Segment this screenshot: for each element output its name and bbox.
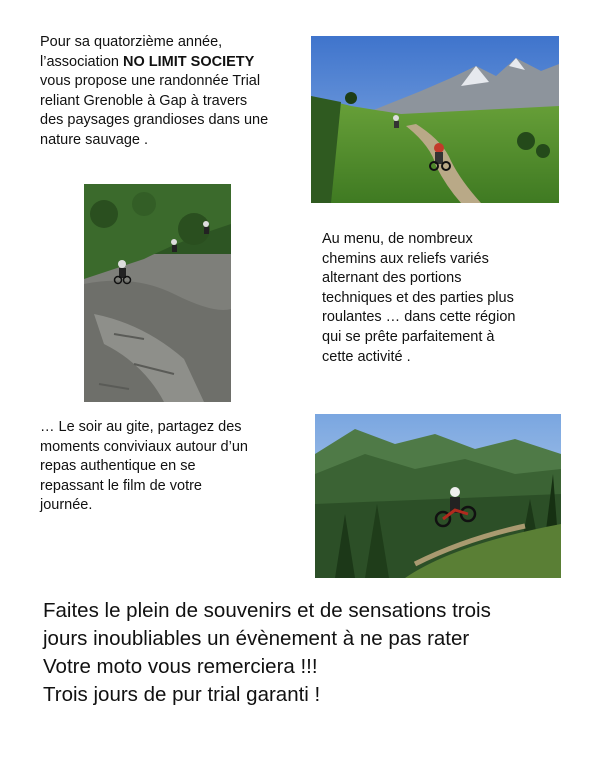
forest-trail-photo: [315, 414, 561, 578]
closing-line: jours inoubliables un évènement à ne pas rater: [43, 627, 470, 650]
evening-paragraph: [40, 418, 305, 516]
closing-line: Votre moto vous remerciera !!!: [43, 655, 318, 678]
alpine-meadow-photo: [311, 36, 559, 203]
evening-line: journée.: [40, 497, 93, 514]
evening-line: repassant le film de votre: [40, 477, 202, 494]
menu-line: roulantes … dans cette région: [322, 309, 516, 326]
closing-line: Faites le plein de souvenirs et de sensations trois: [43, 599, 491, 622]
intro-line: Pour sa quatorzième année,: [40, 34, 223, 50]
intro-paragraph: [40, 33, 300, 151]
intro-line: des paysages grandioses dans une: [40, 112, 269, 129]
menu-line: Au menu, de nombreux: [322, 231, 473, 247]
association-name: NO LIMIT SOCIETY: [123, 53, 255, 70]
menu-line: cette activité .: [322, 348, 411, 365]
menu-line: qui se prête parfaitement à: [322, 328, 495, 345]
evening-line: repas authentique en se: [40, 458, 196, 475]
menu-line: alternant des portions: [322, 270, 462, 287]
intro-line: nature sauvage .: [40, 131, 149, 148]
evening-line: moments conviviaux autour d’un: [40, 438, 248, 455]
closing-statement: [43, 597, 583, 709]
menu-line: chemins aux reliefs variés: [322, 250, 489, 267]
menu-line: techniques et des parties plus: [322, 289, 514, 306]
intro-line-prefix: l’association: [40, 53, 124, 70]
intro-line: [40, 53, 300, 73]
rocky-slope-photo: [84, 184, 231, 402]
menu-paragraph: [322, 230, 562, 367]
intro-line: reliant Grenoble à Gap à travers: [40, 92, 248, 109]
closing-line: Trois jours de pur trial garanti !: [43, 683, 321, 706]
intro-line: vous propose une randonnée Trial: [40, 73, 261, 90]
evening-line: … Le soir au gite, partagez des: [40, 419, 242, 435]
